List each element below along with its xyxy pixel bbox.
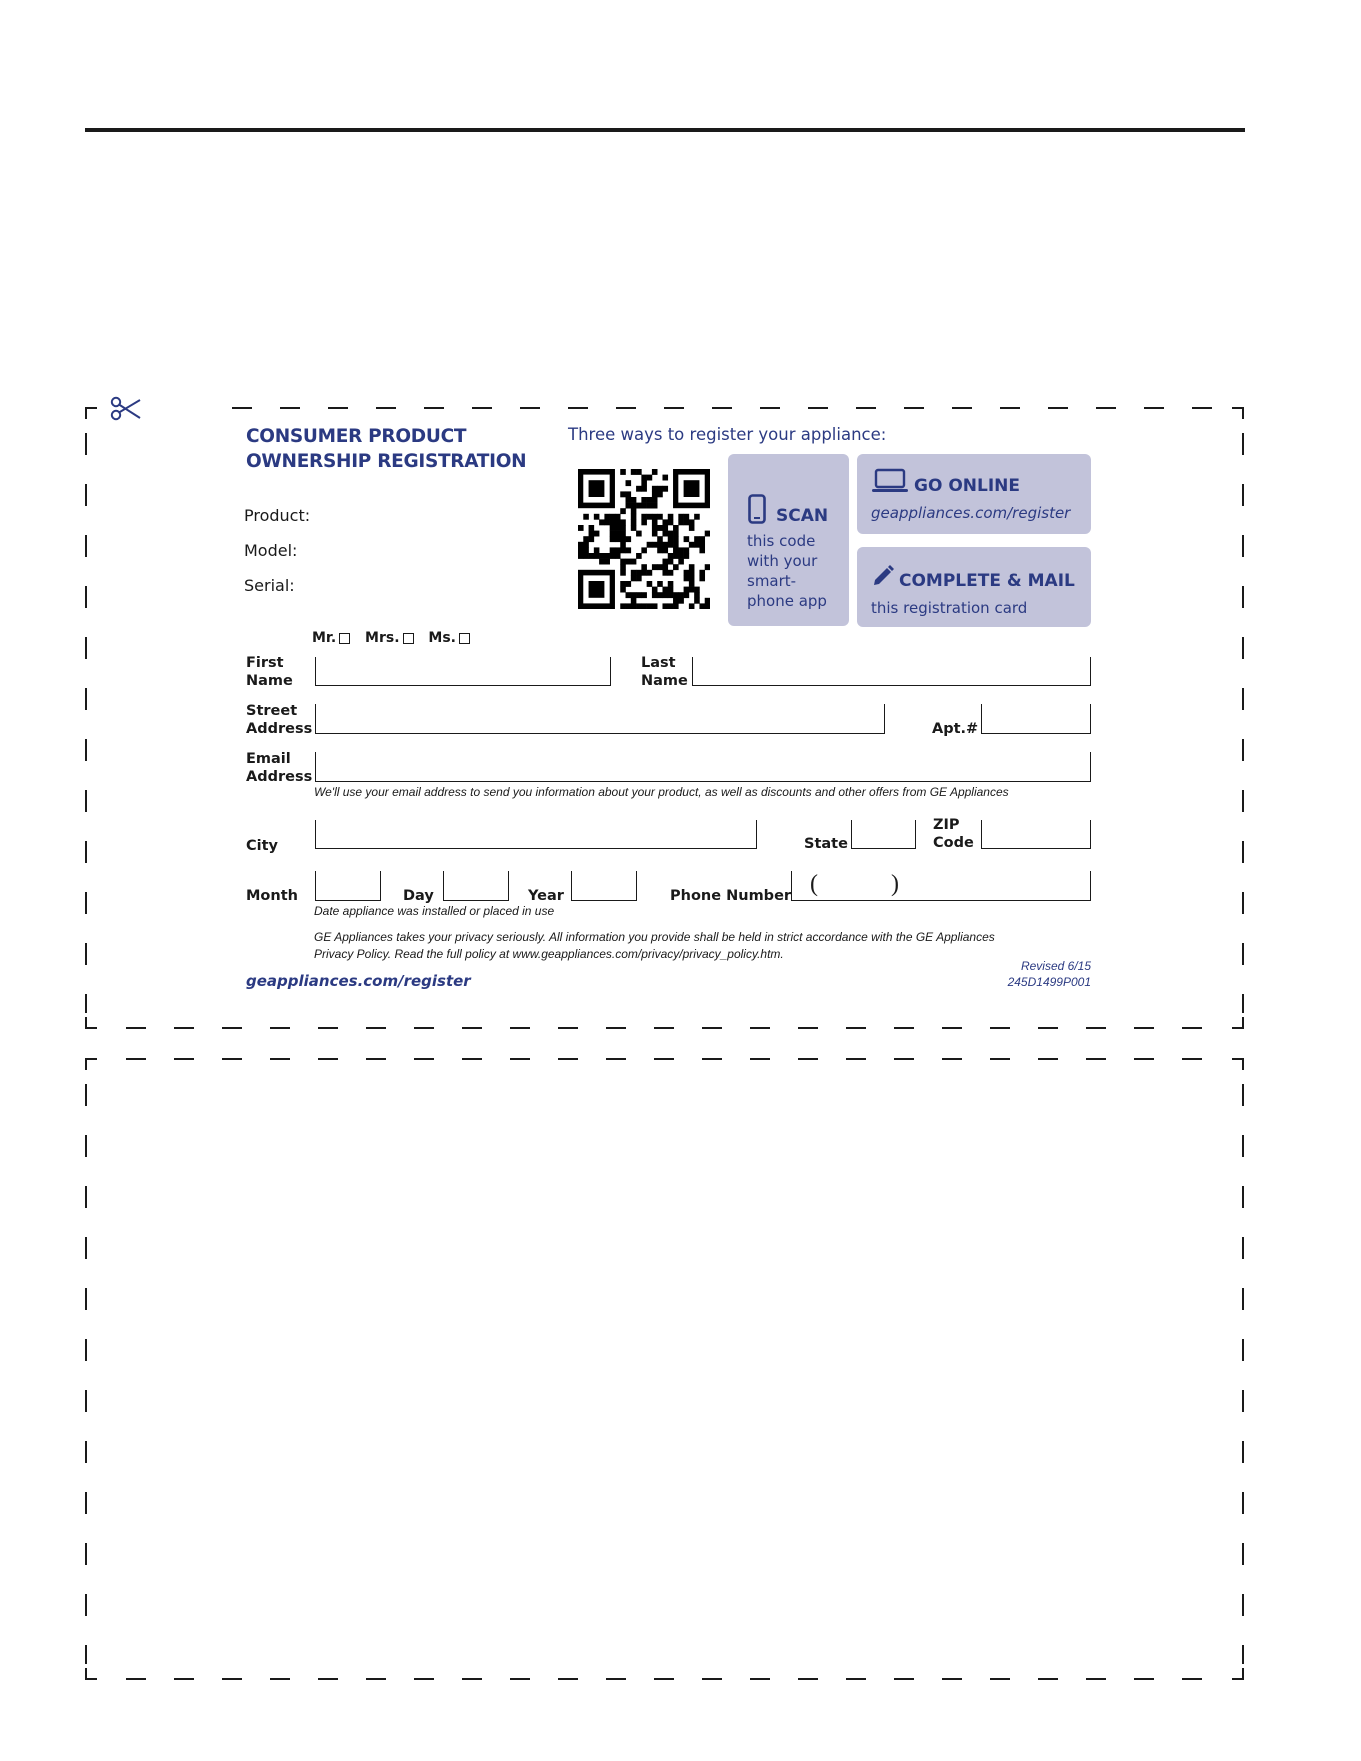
zip-label-l1: ZIP <box>933 817 960 833</box>
salutation-group <box>312 629 470 647</box>
cut-line-left <box>85 433 87 1013</box>
revised-date: Revised 6/15 <box>1020 959 1091 973</box>
salutation-ms[interactable] <box>428 630 470 646</box>
scan-line: smart- <box>747 572 797 590</box>
phone-paren-close: ) <box>891 871 899 897</box>
scan-line: phone app <box>747 592 827 610</box>
serial-label: Serial: <box>244 576 295 595</box>
cut-corner <box>85 407 87 419</box>
go-online-panel[interactable] <box>857 454 1091 534</box>
complete-mail-panel <box>857 547 1091 627</box>
complete-mail-title: COMPLETE & MAIL <box>899 571 1075 591</box>
zip-code-label <box>933 816 974 852</box>
zip-code-field[interactable] <box>981 820 1091 849</box>
scan-line: this code <box>747 532 816 550</box>
product-label: Product: <box>244 506 311 525</box>
email-label-l1: Email <box>246 751 291 767</box>
cut-line-right <box>1242 433 1244 1013</box>
first-name-label-l2: Name <box>246 673 293 689</box>
qr-code <box>578 469 710 609</box>
cut-line-bottom <box>126 1027 1226 1029</box>
scissors-icon <box>110 396 142 422</box>
ms-checkbox[interactable] <box>459 633 470 644</box>
street-address-label <box>246 702 312 738</box>
first-name-label-l1: First <box>246 655 284 671</box>
salutation-mrs[interactable] <box>365 630 414 646</box>
year-field[interactable] <box>571 871 637 901</box>
card-title <box>246 424 526 474</box>
scan-line: with your <box>747 552 818 570</box>
go-online-url[interactable]: geappliances.com/register <box>871 504 1071 522</box>
last-name-label <box>641 654 688 690</box>
privacy-line1: GE Appliances takes your privacy seriously. All information you provide shall be held in strict accordance with the GE Appliances <box>314 930 995 944</box>
go-online-title: GO ONLINE <box>914 476 1021 496</box>
mrs-checkbox[interactable] <box>403 633 414 644</box>
apt-field[interactable] <box>981 704 1091 734</box>
cut-line-right <box>1242 1084 1244 1664</box>
smartphone-icon <box>748 494 766 524</box>
cut-line-top <box>232 407 1222 409</box>
salutation-ms-label: Ms. <box>428 630 457 646</box>
cut-line-top <box>126 1058 1226 1060</box>
state-label: State <box>804 836 848 852</box>
last-name-field[interactable] <box>692 657 1091 686</box>
footer-register-url[interactable]: geappliances.com/register <box>246 972 471 990</box>
email-label-l2: Address <box>246 769 313 785</box>
part-number: 245D1499P001 <box>1007 975 1091 989</box>
mr-checkbox[interactable] <box>339 633 350 644</box>
cut-corner <box>1242 1058 1244 1070</box>
top-rule <box>85 128 1245 132</box>
city-label: City <box>246 838 278 854</box>
street-address-field[interactable] <box>315 704 885 734</box>
street-label-l2: Address <box>246 721 313 737</box>
phone-paren-open: ( <box>810 871 818 897</box>
city-field[interactable] <box>315 820 757 849</box>
salutation-mr[interactable] <box>312 630 350 646</box>
install-date-note: Date appliance was installed or placed in use <box>314 904 555 918</box>
street-label-l1: Street <box>246 703 298 719</box>
pencil-icon <box>871 563 895 587</box>
card-title-line2: OWNERSHIP REGISTRATION <box>246 451 527 472</box>
email-address-field[interactable] <box>315 752 1091 782</box>
cut-corner <box>1242 1017 1244 1029</box>
cut-corner <box>85 1058 87 1070</box>
phone-number-label: Phone Number <box>670 888 792 904</box>
cut-line-left <box>85 1084 87 1664</box>
register-ways-heading: Three ways to register your appliance: <box>568 425 887 444</box>
phone-number-field[interactable] <box>791 871 1091 901</box>
cut-line-bottom <box>126 1678 1226 1680</box>
cut-corner <box>85 1668 87 1680</box>
complete-mail-subtitle: this registration card <box>871 599 1028 617</box>
laptop-icon <box>871 468 909 494</box>
card-title-line1: CONSUMER PRODUCT <box>246 426 467 447</box>
revision-info <box>1008 958 1091 990</box>
last-name-label-l2: Name <box>641 673 688 689</box>
cut-corner <box>85 1017 87 1029</box>
apt-label: Apt.# <box>932 721 979 737</box>
email-usage-note: We'll use your email address to send you information about your product, as well as discounts and other offers from GE Appliances <box>314 785 1009 799</box>
month-label: Month <box>246 888 298 904</box>
last-name-label-l1: Last <box>641 655 676 671</box>
year-label: Year <box>528 888 564 904</box>
day-field[interactable] <box>443 871 509 901</box>
day-label: Day <box>403 888 434 904</box>
month-field[interactable] <box>315 871 381 901</box>
scan-title: SCAN <box>776 506 829 526</box>
model-label: Model: <box>244 541 298 560</box>
first-name-field[interactable] <box>315 657 611 686</box>
scan-description <box>747 531 827 611</box>
email-address-label <box>246 750 312 786</box>
salutation-mrs-label: Mrs. <box>365 630 400 646</box>
zip-label-l2: Code <box>933 835 974 851</box>
salutation-mr-label: Mr. <box>312 630 337 646</box>
cut-corner <box>1242 1668 1244 1680</box>
privacy-line2: Privacy Policy. Read the full policy at www.geappliances.com/privacy/privacy_policy.htm. <box>314 947 784 961</box>
cut-corner <box>1242 407 1244 419</box>
privacy-statement <box>314 929 995 963</box>
state-field[interactable] <box>851 820 916 849</box>
first-name-label <box>246 654 293 690</box>
scan-panel <box>728 454 849 626</box>
